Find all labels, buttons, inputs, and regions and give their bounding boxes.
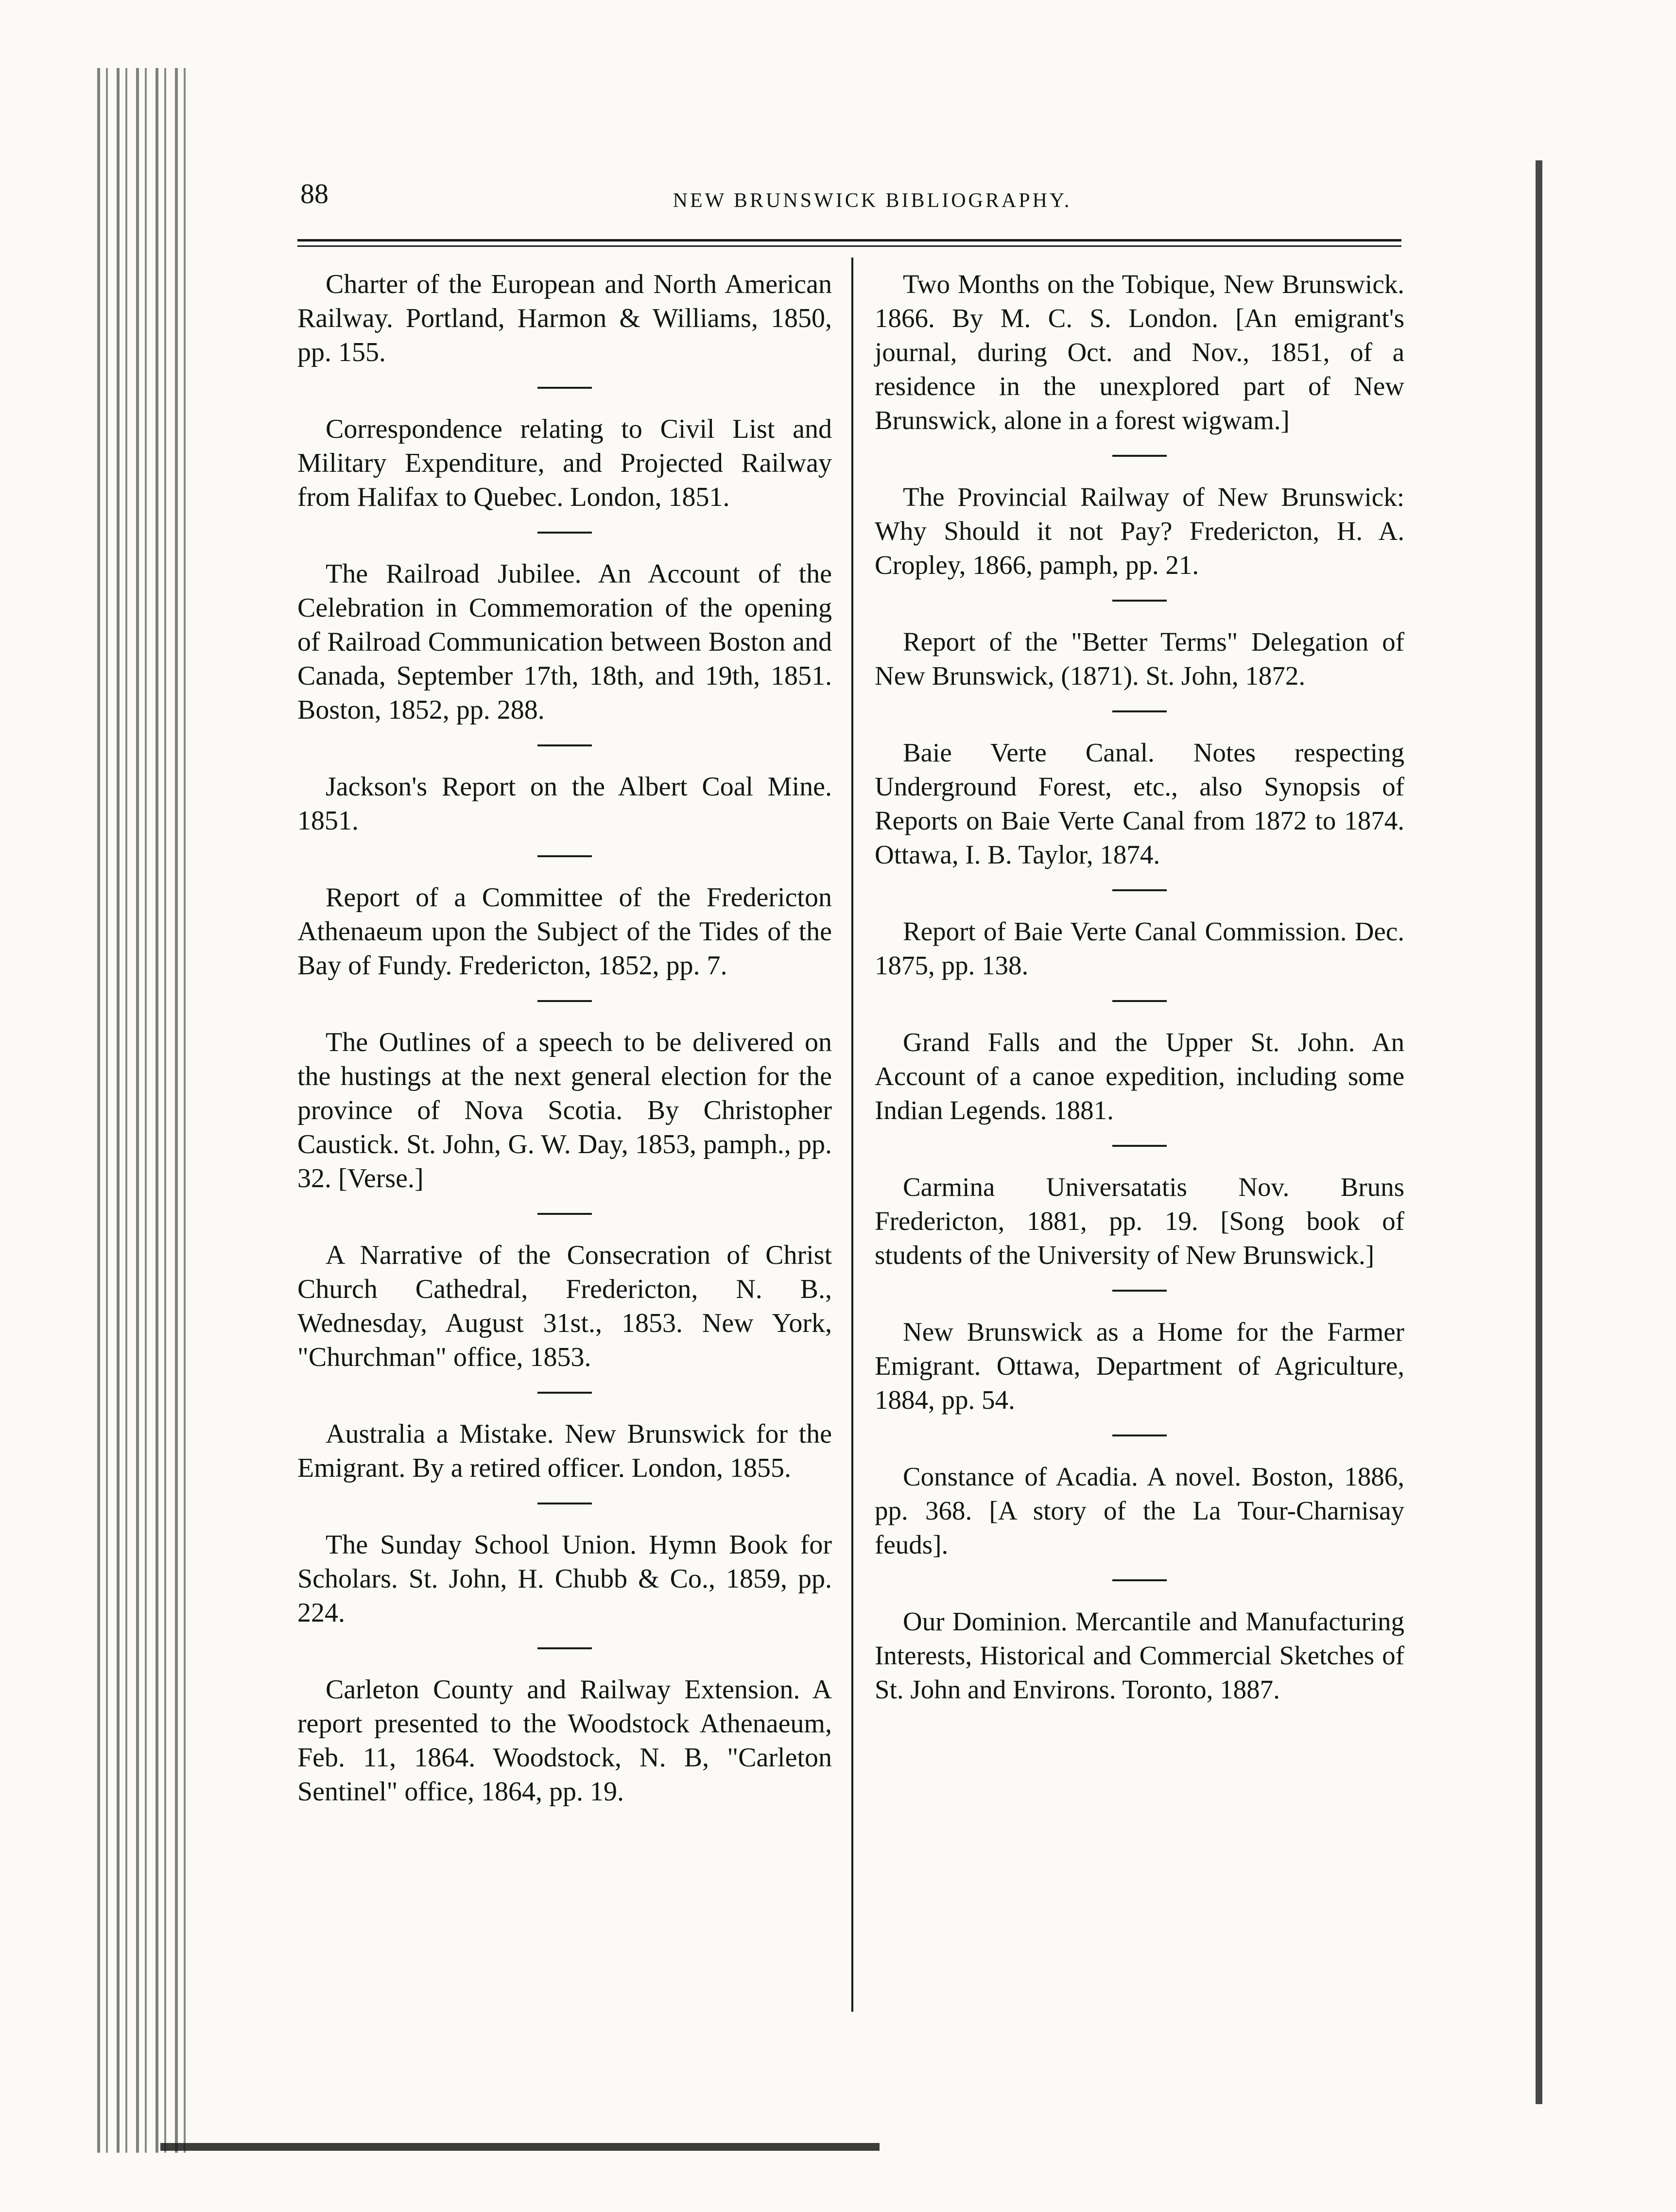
entry-separator <box>1112 710 1167 712</box>
entry-separator <box>537 532 592 534</box>
bibliography-entry: The Railroad Jubilee. An Account of the Celebration in Commemoration of the opening of Railroad Communication between Boston and Canada, September 17th, 18th, and 19th, 1851. Boston, 1852, pp. 288. <box>297 559 832 725</box>
entry-separator <box>1112 889 1167 891</box>
bibliography-entry: A Narrative of the Consecration of Christ Church Cathedral, Fredericton, N. B., Wednesday, August 31st., 1853. New York, "Churchman" office, 1853. <box>297 1240 832 1372</box>
bibliography-entry: Report of a Committee of the Fredericton Athenaeum upon the Subject of the Tides of the Bay of Fundy. Fredericton, 1852, pp. 7. <box>297 882 832 981</box>
column-divider <box>851 258 853 2012</box>
bibliography-entry: Carleton County and Railway Extension. A report presented to the Woodstock Athenaeum, Feb. 11, 1864. Woodstock, N. B, "Carleton Sentinel" office, 1864, pp. 19. <box>297 1675 832 1807</box>
right-column <box>875 267 1404 1707</box>
entry-separator <box>537 1647 592 1649</box>
entry-separator <box>1112 1145 1167 1147</box>
header-rule-thin <box>297 245 1401 247</box>
entry-separator <box>1112 1000 1167 1002</box>
bibliography-entry: Constance of Acadia. A novel. Boston, 1886, pp. 368. [A story of the La Tour-Charnisay feuds]. <box>875 1462 1404 1559</box>
entry-separator <box>537 1000 592 1002</box>
entry-separator <box>1112 600 1167 602</box>
entry-separator <box>1112 1290 1167 1292</box>
bibliography-entry: The Provincial Railway of New Brunswick: Why Should it not Pay? Fredericton, H. A. Cropley, 1866, pamph, pp. 21. <box>875 482 1404 580</box>
entry-separator <box>537 855 592 857</box>
entry-separator <box>1112 1579 1167 1581</box>
entry-separator <box>537 1503 592 1504</box>
bibliography-entry: Baie Verte Canal. Notes respecting Underground Forest, etc., also Synopsis of Reports on Baie Verte Canal from 1872 to 1874. Ottawa, I. B. Taylor, 1874. <box>875 738 1404 869</box>
entry-separator <box>537 387 592 389</box>
page-number: 88 <box>300 178 328 209</box>
page-bottom-edge <box>160 2143 880 2151</box>
bibliography-entry: The Outlines of a speech to be delivered on the hustings at the next general election for the province of Nova Scotia. By Christopher Caustick. St. John, G. W. Day, 1853, pamph., pp. 32. [Verse.] <box>297 1027 832 1193</box>
bibliography-entry: Jackson's Report on the Albert Coal Mine. 1851. <box>297 772 832 836</box>
bibliography-entry: The Sunday School Union. Hymn Book for Scholars. St. John, H. Chubb & Co., 1859, pp. 224. <box>297 1530 832 1628</box>
entry-separator <box>1112 455 1167 457</box>
bibliography-entry: Carmina Universatatis Nov. Bruns Fredericton, 1881, pp. 19. [Song book of students of the University of New Brunswick.] <box>875 1172 1404 1270</box>
entry-separator <box>537 1213 592 1215</box>
entry-separator <box>537 1392 592 1394</box>
left-column <box>297 267 832 1809</box>
bibliography-entry: Australia a Mistake. New Brunswick for the Emigrant. By a retired officer. London, 1855. <box>297 1419 832 1483</box>
page-right-edge <box>1536 160 1542 2104</box>
page-binding-edge <box>97 68 190 2153</box>
bibliography-entry: Grand Falls and the Upper St. John. An Account of a canoe expedition, including some Indian Legends. 1881. <box>875 1027 1404 1125</box>
bibliography-entry: New Brunswick as a Home for the Farmer Emigrant. Ottawa, Department of Agriculture, 1884, pp. 54. <box>875 1317 1404 1415</box>
bibliography-entry: Correspondence relating to Civil List and Military Expenditure, and Projected Railway from Halifax to Quebec. London, 1851. <box>297 414 832 512</box>
bibliography-entry: Report of the "Better Terms" Delegation of New Brunswick, (1871). St. John, 1872. <box>875 627 1404 691</box>
entry-separator <box>1112 1434 1167 1436</box>
bibliography-entry: Report of Baie Verte Canal Commission. Dec. 1875, pp. 138. <box>875 916 1404 980</box>
bibliography-entry: Charter of the European and North American Railway. Portland, Harmon & Williams, 1850, pp. 155. <box>297 269 832 367</box>
header-rule <box>297 239 1401 242</box>
running-title: NEW BRUNSWICK BIBLIOGRAPHY. <box>673 190 1072 212</box>
entry-separator <box>537 744 592 746</box>
bibliography-entry: Two Months on the Tobique, New Brunswick. 1866. By M. C. S. London. [An emigrant's journal, during Oct. and Nov., 1851, of a residence in the unexplored part of New Brunswick, alone in a forest wigwam.] <box>875 269 1404 435</box>
bibliography-entry: Our Dominion. Mercantile and Manufacturing Interests, Historical and Commercial Sketches of St. John and Environs. Toronto, 1887. <box>875 1607 1404 1704</box>
